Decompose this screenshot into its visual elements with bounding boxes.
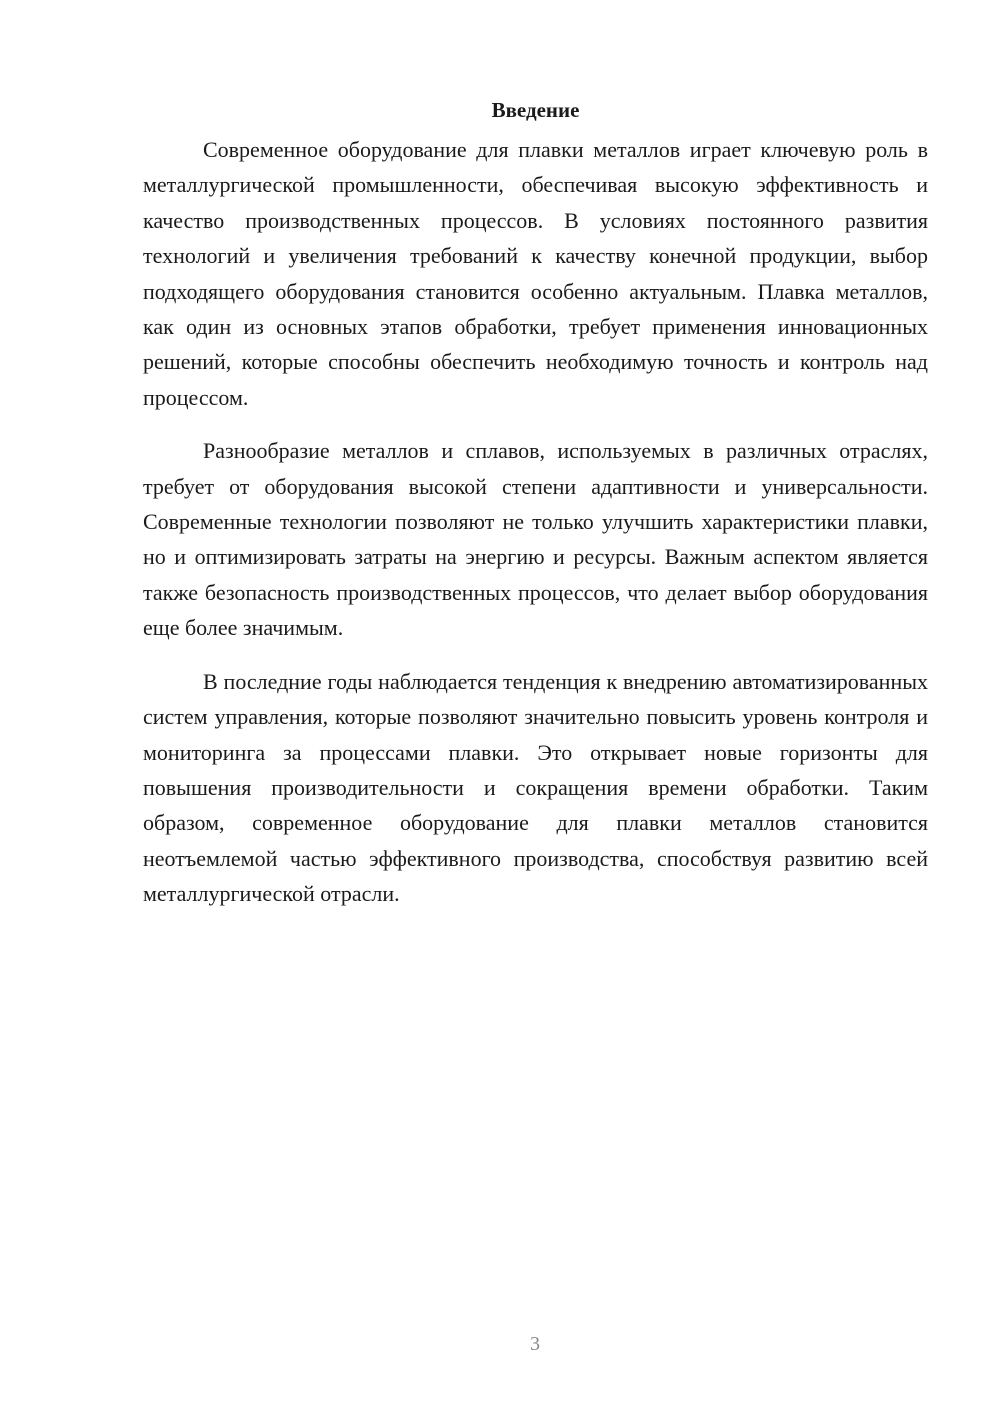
- paragraph-3: В последние годы наблюдается тенденция к внедрению автоматизированных систем управления, которые позволяют значительно повысить уровень контроля и мониторинга за процессами плавки. Это открывает новые горизонты для повышения производительности и сокращения времени обработки. Таким образом, современное оборудование для плавки металлов становится неотъемлемой частью эффективного производства, способствуя развитию всей металлургической отрасли.: [143, 668, 928, 907]
- page-content: [143, 92, 928, 930]
- paragraph-1: Современное оборудование для плавки металлов играет ключевую роль в металлургической промышленности, обеспечивая высокую эффективность и качество производственных процессов. В условиях постоянного развития технологий и увеличения требований к качеству конечной продукции, выбор подходящего оборудования становится особенно актуальным. Плавка металлов, как один из основных этапов обработки, требует применения инновационных решений, которые способны обеспечить необходимую точность и контроль над процессом.: [143, 137, 928, 410]
- section-heading: Введение: [491, 98, 580, 122]
- paragraph-2: Разнообразие металлов и сплавов, используемых в различных отраслях, требует от оборудования высокой степени адаптивности и универсальности. Современные технологии позволяют не только улучшить характеристики плавки, но и оптимизировать затраты на энергию и ресурсы. Важным аспектом является также безопасность производственных процессов, что делает выбор оборудования еще более значимым.: [143, 438, 928, 641]
- page-number: 3: [530, 1333, 540, 1355]
